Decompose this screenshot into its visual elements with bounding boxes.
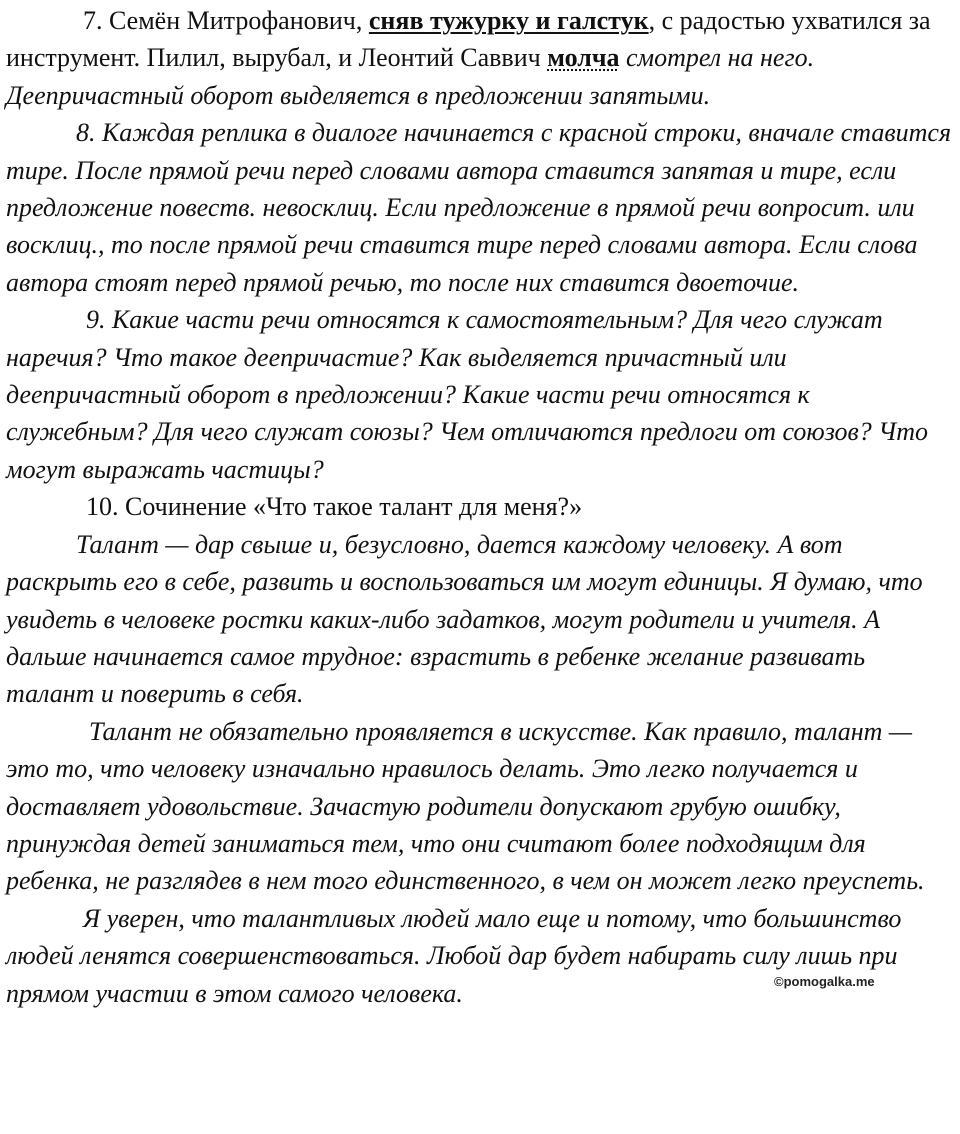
paragraph-7-marked-word: молча (547, 43, 620, 73)
paragraph-7-tail: смотрел на него. Деепричастный оборот выделяется в предложении запятыми. (6, 43, 815, 110)
paragraph-7 (6, 2, 954, 114)
document-page (6, 2, 954, 1012)
paragraph-9: 9. Какие части речи относятся к самостоятельным? Для чего служат наречия? Что такое деепричастие? Как выделяется причастный или деепричастный оборот в предложении? Какие части речи относятся к служебным? Для чего служат союзы? Чем отличаются предлоги от союзов? Что могут выражать частицы? (6, 305, 928, 484)
watermark-label: ©pomogalka.me (774, 974, 875, 989)
paragraph-7-after-marked: , с радостью ухватился за инструмент. Пилил, вырубал, и Леонтий Саввич (6, 6, 931, 73)
paragraph-8: 8. Каждая реплика в диалоге начинается с красной строки, вначале ставится тире. После прямой речи перед словами автора ставится запятая и тире, если предложение повеств. невосклиц. Если предложение в прямой речи вопросит. или восклиц., то после прямой речи ставится тире перед словами автора. Если слова автора стоят перед прямой речью, то после них ставится двоеточие. (6, 118, 952, 297)
paragraph-7-marked-phrase: сняв тужурку и галстук (368, 6, 649, 35)
essay-paragraph-2: Талант не обязательно проявляется в искусстве. Как правило, талант — это то, что человеку изначально нравилось делать. Это легко получается и доставляет удовольствие. Зачастую родители допускают грубую ошибку, принуждая детей заниматься тем, что они считают более подходящим для ребенка, не разглядев в нем того единственного, в чем он может легко преуспеть. (6, 716, 925, 896)
essay-paragraph-3: Я уверен, что талантливых людей мало еще и потому, что большинство людей ленятся совершенствоваться. Любой дар будет набирать силу лишь при прямом участии в этом самого человека. (6, 903, 902, 1008)
essay-paragraph-1: Талант — дар свыше и, безусловно, дается каждому человеку. А вот раскрыть его в себе, развить и воспользоваться им могут единицы. Я думаю, что увидеть в человеке ростки каких-либо задатков, могут родители и учителя. А дальше начинается самое трудное: взрастить в ребенке желание развивать талант и поверить в себя. (6, 529, 923, 709)
paragraph-7-number: 7. Семён Митрофанович, (83, 6, 363, 35)
paragraph-10-heading: 10. Сочинение «Что такое талант для меня?» (86, 492, 583, 522)
